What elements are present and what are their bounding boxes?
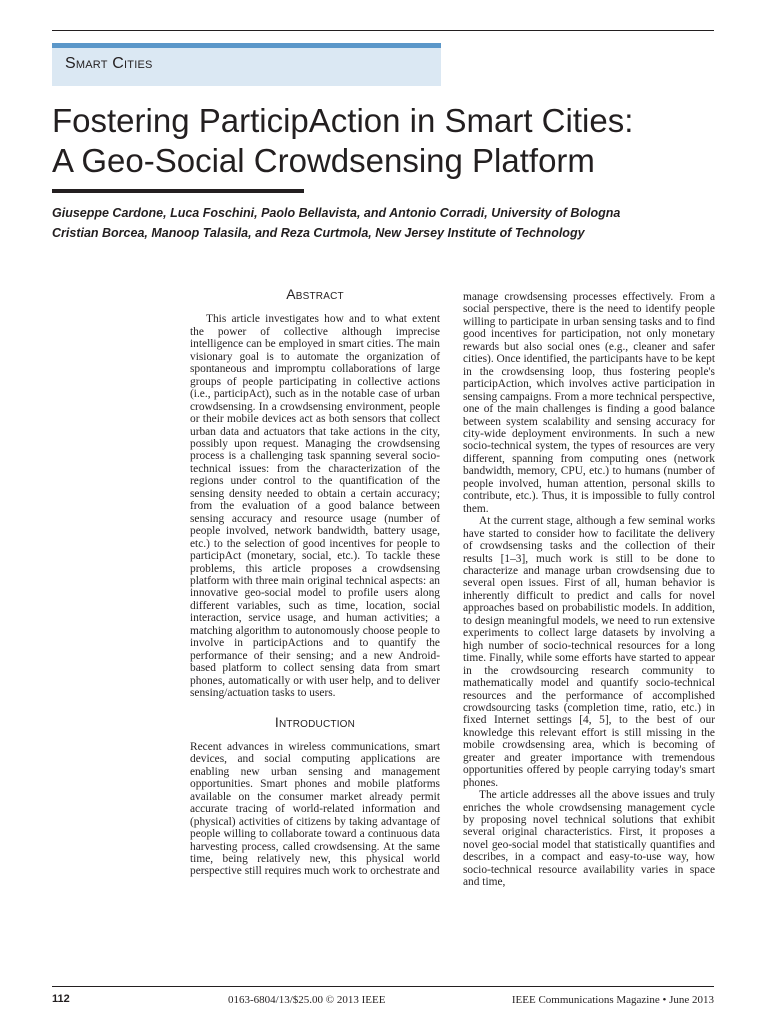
authors-line-1: Giuseppe Cardone, Luca Foschini, Paolo Bellavista, and Antonio Corradi, University of Bologna xyxy=(52,206,621,220)
abstract-paragraph: This article investigates how and to what extent the power of collective although imprecise intelligence can be employed in smart cities. The main visionary goal is to automate the organization of spontaneous and impromptu collaborations of large groups of people participating in collective actions (i.e., participAct), such as in the notable case of urban crowdsensing. In a crowdsensing environment, people or their mobile devices act as both sensors that collect urban data and actuators that take actions in the city, possibly upon request. Managing the crowdsensing process is a challenging task spanning several socio-technical issues: from the characterization of the regions under control to the quantification of the sensing density needed to obtain a certain accuracy; from the evaluation of a good balance between sensing accuracy and resource usage (number of people involved, network bandwidth, battery usage, etc.) to the selection of good incentives for people to participAct (monetary, social, etc.). To tackle these problems, this article proposes a crowdsensing platform with three main original technical aspects: an innovative geo-social model to profile users along different variables, such as time, location, social interaction, service usage, and human activities; a matching algorithm to autonomously choose people to involve in participActions and to quantify the performance of their sensing; and a new Android-based platform to collect sensing data from smart phones, automatically or with user help, and to deliver sensing/actuation tasks to users. xyxy=(190,313,440,700)
article-title xyxy=(52,101,732,181)
abstract-heading: Abstract xyxy=(286,286,344,302)
body-paragraph-1: manage crowdsensing processes effectively. From a social perspective, there is the need to identify people willing to participate in urban sensing tasks and to find good incentives for participation, not only monetary rewards but also social ones (e.g., cleaner and safer cities). Once identified, the participants have to be kept in the crowdsensing loop, thus fostering people's participAction, which involves active participation in sensing campaigns. From a more technical perspective, one of the main challenges is finding a good balance between system scalability and sensing accuracy for city-wide deployment environments. In such a new socio-technical system, the types of resources are very different, spanning from computing ones (network bandwidth, memory, CPU, etc.) to humans (number of people involved, human attention, personal skills to contribute, etc.). Thus, it is impossible to fully control them. xyxy=(463,291,715,515)
page-number: 112 xyxy=(52,993,70,1005)
section-banner xyxy=(52,43,441,86)
section-label: Smart Cities xyxy=(65,55,153,72)
left-column xyxy=(190,288,440,878)
issn-copyright: 0163-6804/13/$25.00 © 2013 IEEE xyxy=(228,994,386,1006)
title-line-2: A Geo-Social Crowdsensing Platform xyxy=(52,142,595,179)
top-rule xyxy=(52,30,714,31)
body-paragraph-2: At the current stage, although a few seminal works have started to consider how to facilitate the delivery of crowdsensing tasks and the collection of their results [1–3], much work is still to be done to characterize and manage urban crowdsensing due to several open issues. First of all, human behavior is inherently difficult to predict and calls for novel approaches based on probabilistic models. In addition, to design meaningful models, we need to run extensive experiments to collect large datasets by involving a high number of socio-technical resources for a long time. Finally, while some efforts have started to appear in the crowdsourcing research community to mathematically model and quantify socio-technical resources and the performance of accomplished crowdsourcing tasks (completion time, ratio, etc.) in fixed Internet settings [4, 5], to the best of our knowledge this relevant effort is still missing in the mobile crowdsensing area, which is becoming of greater and greater importance with tremendous opportunities offered by people carrying today's smart phones. xyxy=(463,515,715,789)
title-line-1: Fostering ParticipAction in Smart Cities: xyxy=(52,102,634,139)
intro-paragraph-1: Recent advances in wireless communications, smart devices, and social computing applications are enabling new urban sensing and management opportunities. Smart phones and mobile platforms available on the consumer market already permit accurate tracing of world-related information and (physical) activities of citizens by taking advantage of people willing to collaborate toward a continuous data harvesting process, called crowdsensing. At the same time, being relatively new, this physical world perspective still requires much work to orchestrate and xyxy=(190,740,440,878)
body-paragraph-3: The article addresses all the above issues and truly enriches the whole crowdsensing management cycle by proposing novel technical solutions that exhibit several original characteristics. First, it proposes a novel geo-social model that statistically quantifies and describes, in a compact and easy-to-use way, how socio-technical resource availability varies in space and time, xyxy=(463,789,715,889)
introduction-heading: Introduction xyxy=(274,713,356,730)
author-list xyxy=(52,203,620,243)
magazine-issue: IEEE Communications Magazine • June 2013 xyxy=(511,994,714,1006)
title-underline xyxy=(52,189,304,193)
authors-line-2: Cristian Borcea, Manoop Talasila, and Reza Curtmola, New Jersey Institute of Technology xyxy=(52,226,585,240)
footer-rule xyxy=(52,986,714,987)
right-column xyxy=(463,291,715,889)
